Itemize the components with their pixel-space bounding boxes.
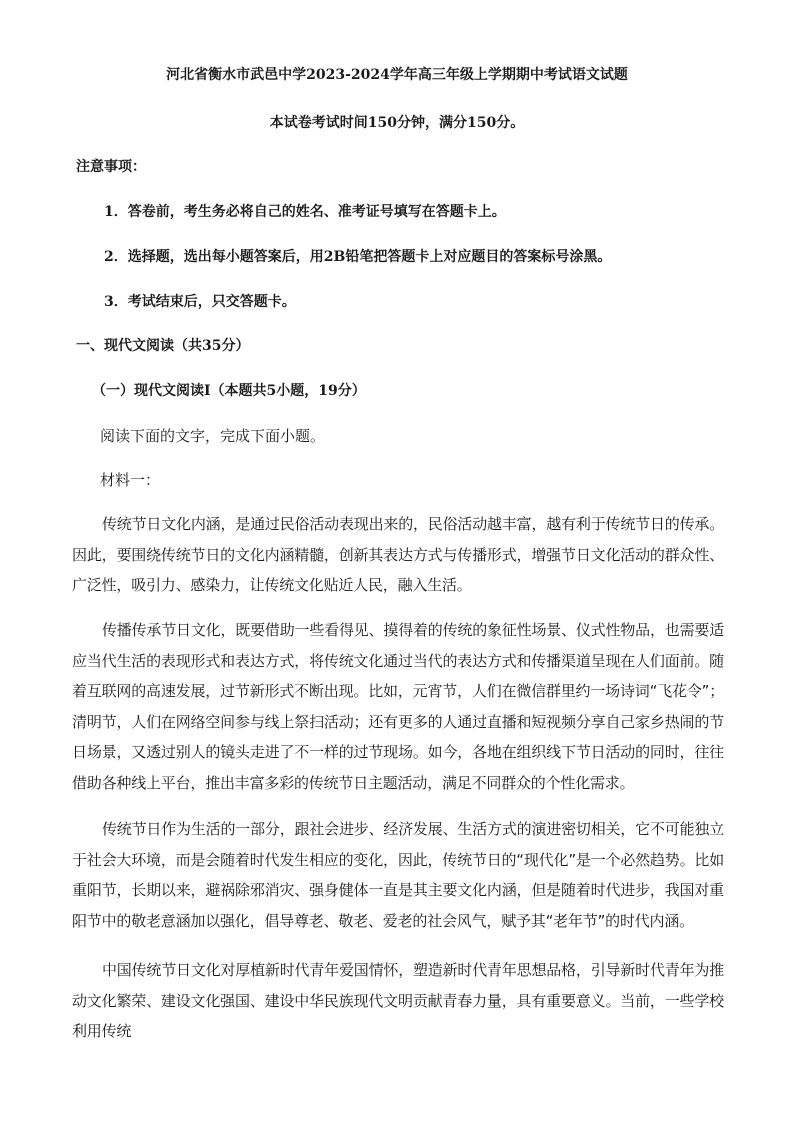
reading-instruction: 阅读下面的文字，完成下面小题。 [100,427,326,445]
material-paragraph-3: 传统节日作为生活的一部分，跟社会进步、经济发展、生活方式的演进密切相关，它不可能独立于社会大环境，而是会随着时代发生相应的变化，因此，传统节日的“现代化”是一个必然趋势。比如重阳节，长期以来，避祸除邪消灾、强身健体一直是其主要文化内涵，但是随着时代进步，我国对重阳节中的敬老意涵加以强化，倡导尊老、敬老、爱老的社会风气，赋予其“老年节”的时代内涵。 [72,820,724,930]
notice-item-1: 1．答卷前，考生务必将自己的姓名、准考证号填写在答题卡上。 [104,204,506,220]
material-paragraph-1: 传统节日文化内涵，是通过民俗活动表现出来的，民俗活动越丰富，越有利于传统节日的传承。因此，要围绕传统节日的文化内涵精髓，创新其表达方式与传播形式，增强节日文化活动的群众性、广泛性，吸引力、感染力，让传统文化贴近人民，融入生活。 [72,515,724,594]
material-paragraph-2: 传播传承节日文化，既要借助一些看得见、摸得着的传统的象征性场景、仪式性物品，也需要适应当代生活的表现形式和表达方式，将传统文化通过当代的表达方式和传播渠道呈现在人们面前。随着互联网的高速发展，过节新形式不断出现。比如，元宵节，人们在微信群里约一场诗词“飞花令”；清明节，人们在网络空间参与线上祭扫活动；还有更多的人通过直播和短视频分享自己家乡热闹的节日场景，又透过别人的镜头走进了不一样的过节现场。如今，各地在组织线下节日活动的同时，往往借助各种线上平台，推出丰富多彩的传统节日主题活动，满足不同群众的个性化需求。 [72,621,724,792]
material-label: 材料一： [100,471,161,489]
notice-item-2: 2．选择题，选出每小题答案后，用2B铅笔把答题卡上对应题目的答案标号涂黑。 [104,249,612,265]
material-paragraph-4: 中国传统节日文化对厚植新时代青年爱国情怀，塑造新时代青年思想品格，引导新时代青年为推动文化繁荣、建设文化强国、建设中华民族现代文明贡献青春力量，具有重要意义。当前，一些学校利用传统 [72,961,724,1040]
section-heading-modern-reading: 一、现代文阅读（共35分） [76,338,250,354]
notice-label: 注意事项： [76,159,146,175]
subsection-heading-reading-1: （一）现代文阅读Ⅰ（本题共5小题，19分） [92,383,366,399]
notice-item-3: 3．考试结束后，只交答题卡。 [104,294,296,310]
document-title: 河北省衡水市武邑中学2023-2024学年高三年级上学期期中考试语文试题 [166,67,628,83]
exam-time-note: 本试卷考试时间150分钟，满分150分。 [269,115,525,131]
